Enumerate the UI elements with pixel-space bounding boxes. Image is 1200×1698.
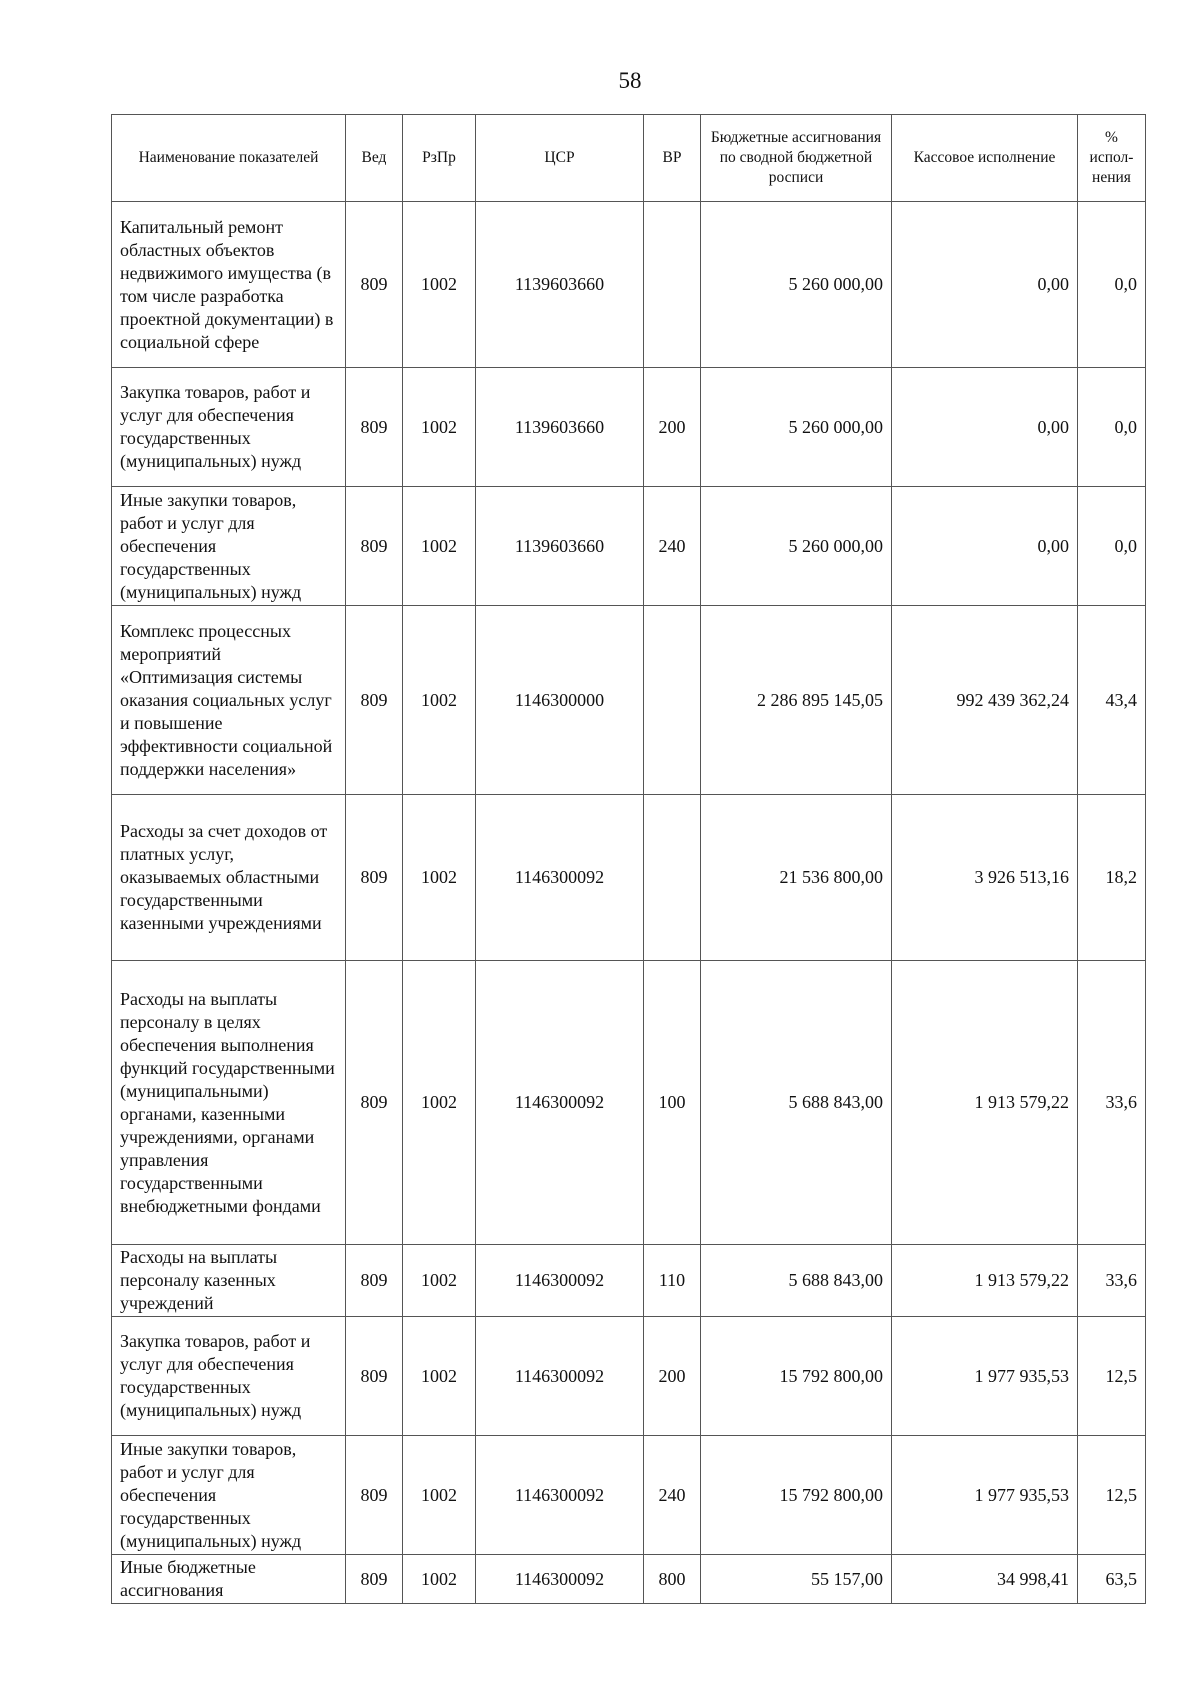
- cell-assigned: 2 286 895 145,05: [701, 606, 892, 795]
- cell-percent: 63,5: [1078, 1555, 1146, 1604]
- cell-executed: 1 977 935,53: [892, 1436, 1078, 1555]
- header-ved: Вед: [346, 115, 403, 202]
- cell-executed: 3 926 513,16: [892, 795, 1078, 961]
- cell-percent: 33,6: [1078, 1245, 1146, 1317]
- cell-rzpr: 1002: [403, 1245, 476, 1317]
- cell-executed: 1 913 579,22: [892, 961, 1078, 1245]
- header-vr: ВР: [644, 115, 701, 202]
- cell-assigned: 55 157,00: [701, 1555, 892, 1604]
- cell-ved: 809: [346, 202, 403, 368]
- cell-csr: 1146300092: [476, 795, 644, 961]
- cell-percent: 33,6: [1078, 961, 1146, 1245]
- header-csr: ЦСР: [476, 115, 644, 202]
- cell-vr: 240: [644, 487, 701, 606]
- header-assigned: Бюджетные ассигнования по сводной бюджетной росписи: [701, 115, 892, 202]
- cell-rzpr: 1002: [403, 1436, 476, 1555]
- cell-name: Расходы на выплаты персоналу в целях обеспечения выполнения функций государственными (муниципальными) органами, казенными учреждениями, органами управления государственными внебюджетными фондами: [112, 961, 346, 1245]
- table-row: [112, 368, 1146, 487]
- cell-csr: 1139603660: [476, 202, 644, 368]
- cell-executed: 0,00: [892, 368, 1078, 487]
- cell-executed: 0,00: [892, 487, 1078, 606]
- cell-vr: 200: [644, 368, 701, 487]
- table-row: [112, 1245, 1146, 1317]
- cell-vr: 240: [644, 1436, 701, 1555]
- cell-ved: 809: [346, 961, 403, 1245]
- table-row: [112, 202, 1146, 368]
- cell-assigned: 5 260 000,00: [701, 202, 892, 368]
- cell-csr: 1146300092: [476, 961, 644, 1245]
- cell-vr: 800: [644, 1555, 701, 1604]
- table-row: [112, 1436, 1146, 1555]
- budget-execution-table: [111, 114, 1146, 1604]
- table-row: [112, 1317, 1146, 1436]
- cell-vr: 100: [644, 961, 701, 1245]
- cell-name: Расходы за счет доходов от платных услуг, оказываемых областными государственными казенными учреждениями: [112, 795, 346, 961]
- cell-rzpr: 1002: [403, 961, 476, 1245]
- cell-executed: 1 913 579,22: [892, 1245, 1078, 1317]
- table-row: [112, 606, 1146, 795]
- cell-ved: 809: [346, 795, 403, 961]
- cell-name: Иные закупки товаров, работ и услуг для обеспечения государственных (муниципальных) нужд: [112, 1436, 346, 1555]
- cell-percent: 18,2: [1078, 795, 1146, 961]
- cell-rzpr: 1002: [403, 795, 476, 961]
- page-number: 58: [618, 68, 642, 93]
- cell-percent: 12,5: [1078, 1436, 1146, 1555]
- cell-rzpr: 1002: [403, 202, 476, 368]
- cell-assigned: 5 688 843,00: [701, 961, 892, 1245]
- cell-csr: 1146300092: [476, 1317, 644, 1436]
- cell-rzpr: 1002: [403, 606, 476, 795]
- cell-name: Иные закупки товаров, работ и услуг для обеспечения государственных (муниципальных) нужд: [112, 487, 346, 606]
- cell-csr: 1146300092: [476, 1555, 644, 1604]
- cell-percent: 0,0: [1078, 368, 1146, 487]
- cell-assigned: 21 536 800,00: [701, 795, 892, 961]
- cell-ved: 809: [346, 1317, 403, 1436]
- cell-ved: 809: [346, 487, 403, 606]
- cell-name: Расходы на выплаты персоналу казенных учреждений: [112, 1245, 346, 1317]
- table-row: [112, 961, 1146, 1245]
- table-row: [112, 795, 1146, 961]
- cell-name: Закупка товаров, работ и услуг для обеспечения государственных (муниципальных) нужд: [112, 368, 346, 487]
- cell-ved: 809: [346, 606, 403, 795]
- cell-csr: 1146300000: [476, 606, 644, 795]
- header-row: [112, 115, 1146, 202]
- cell-vr: 200: [644, 1317, 701, 1436]
- cell-percent: 43,4: [1078, 606, 1146, 795]
- cell-executed: 1 977 935,53: [892, 1317, 1078, 1436]
- cell-name: Иные бюджетные ассигнования: [112, 1555, 346, 1604]
- cell-csr: 1146300092: [476, 1245, 644, 1317]
- cell-csr: 1139603660: [476, 368, 644, 487]
- cell-assigned: 5 260 000,00: [701, 487, 892, 606]
- cell-assigned: 15 792 800,00: [701, 1436, 892, 1555]
- header-percent: % испол-нения: [1078, 115, 1146, 202]
- cell-ved: 809: [346, 1245, 403, 1317]
- table-row: [112, 487, 1146, 606]
- cell-executed: 0,00: [892, 202, 1078, 368]
- cell-percent: 0,0: [1078, 202, 1146, 368]
- cell-vr: [644, 795, 701, 961]
- cell-percent: 12,5: [1078, 1317, 1146, 1436]
- table-row: [112, 1555, 1146, 1604]
- cell-vr: 110: [644, 1245, 701, 1317]
- cell-executed: 992 439 362,24: [892, 606, 1078, 795]
- header-executed: Кассовое исполнение: [892, 115, 1078, 202]
- header-rzpr: РзПр: [403, 115, 476, 202]
- cell-name: Комплекс процессных мероприятий «Оптимизация системы оказания социальных услуг и повышение эффективности социальной поддержки населения»: [112, 606, 346, 795]
- cell-name: Капитальный ремонт областных объектов недвижимого имущества (в том числе разработка проектной документации) в социальной сфере: [112, 202, 346, 368]
- cell-ved: 809: [346, 1555, 403, 1604]
- cell-rzpr: 1002: [403, 487, 476, 606]
- cell-executed: 34 998,41: [892, 1555, 1078, 1604]
- cell-rzpr: 1002: [403, 1317, 476, 1436]
- header-name: Наименование показателей: [112, 115, 346, 202]
- cell-csr: 1146300092: [476, 1436, 644, 1555]
- cell-rzpr: 1002: [403, 368, 476, 487]
- cell-rzpr: 1002: [403, 1555, 476, 1604]
- cell-ved: 809: [346, 1436, 403, 1555]
- cell-csr: 1139603660: [476, 487, 644, 606]
- cell-percent: 0,0: [1078, 487, 1146, 606]
- cell-ved: 809: [346, 368, 403, 487]
- cell-vr: [644, 606, 701, 795]
- cell-name: Закупка товаров, работ и услуг для обеспечения государственных (муниципальных) нужд: [112, 1317, 346, 1436]
- cell-assigned: 15 792 800,00: [701, 1317, 892, 1436]
- cell-assigned: 5 260 000,00: [701, 368, 892, 487]
- cell-vr: [644, 202, 701, 368]
- cell-assigned: 5 688 843,00: [701, 1245, 892, 1317]
